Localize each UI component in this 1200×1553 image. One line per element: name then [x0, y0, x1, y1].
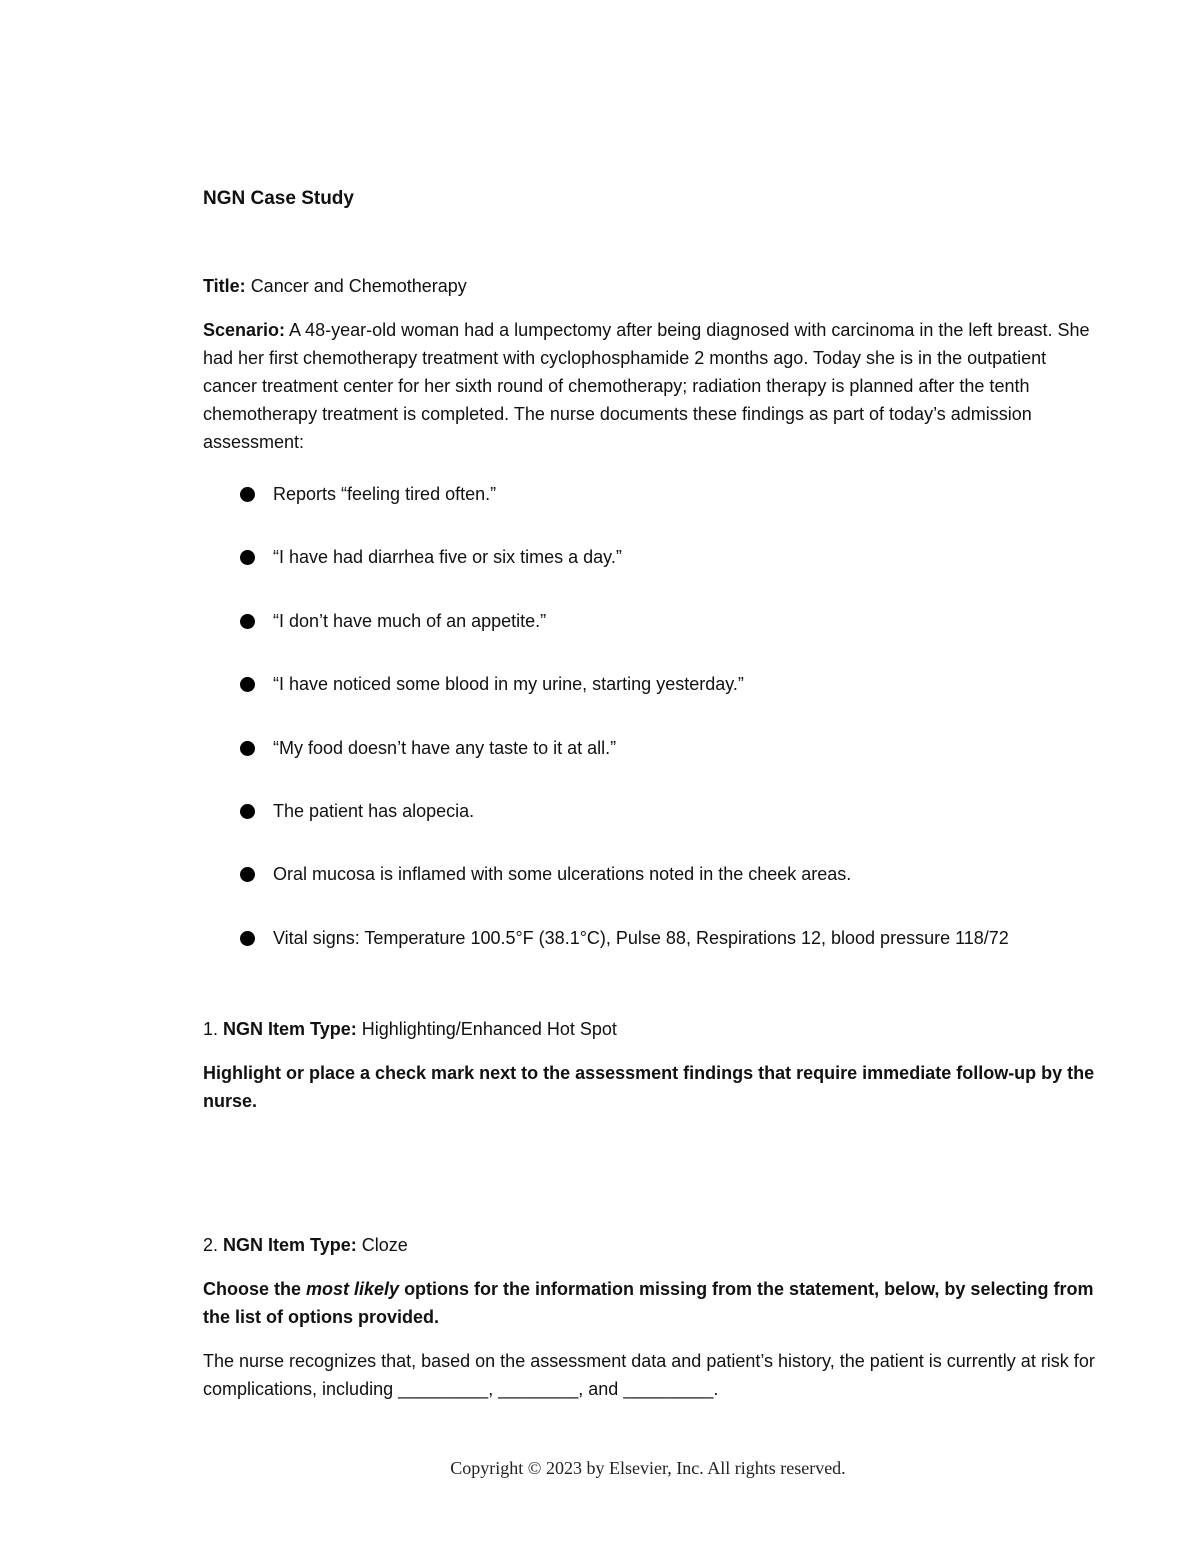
bullet-icon: [240, 614, 255, 629]
finding-item: [203, 797, 1103, 860]
question2-type-value: Cloze: [361, 1235, 408, 1256]
finding-text: Vital signs: Temperature 100.5°F (38.1°C), Pulse 88, Respirations 12, blood pressure 118/72: [273, 927, 1009, 948]
question2-instruction-before: Choose the: [203, 1279, 307, 1300]
question2-instruction: [203, 1275, 1103, 1331]
scenario-text: A 48-year-old woman had a lumpectomy after being diagnosed with carcinoma in the left breast. She had her first chemotherapy treatment with cyclophosphamide 2 months ago. Today she is in the outpatient cancer treatment center for her sixth round of chemotherapy; radiation therapy is planned after the tenth chemotherapy treatment is completed. The nurse documents these findings as part of today’s admission assessment:: [203, 320, 1090, 452]
question2-number: 2.: [203, 1235, 219, 1256]
bullet-icon: [240, 804, 255, 819]
title-value: Cancer and Chemotherapy: [250, 276, 467, 296]
finding-item: [203, 543, 1103, 606]
finding-item: [203, 670, 1103, 733]
finding-item: [203, 924, 1103, 987]
finding-item: [203, 734, 1103, 797]
finding-text: The patient has alopecia.: [273, 800, 475, 821]
document-heading: NGN Case Study: [203, 188, 354, 209]
question2-instruction-emphasis: most likely: [306, 1279, 400, 1300]
copyright-footer: Copyright © 2023 by Elsevier, Inc. All rights reserved.: [450, 1458, 846, 1478]
finding-text: “I don’t have much of an appetite.”: [273, 610, 547, 631]
finding-text: Oral mucosa is inflamed with some ulcerations noted in the cheek areas.: [273, 864, 852, 885]
question1-type-value: Highlighting/Enhanced Hot Spot: [361, 1019, 617, 1040]
bullet-icon: [240, 677, 255, 692]
finding-text: “I have had diarrhea five or six times a day.”: [273, 547, 622, 568]
bullet-icon: [240, 867, 255, 882]
bullet-icon: [240, 741, 255, 756]
question2-type-label: NGN Item Type:: [223, 1235, 357, 1256]
finding-text: “My food doesn’t have any taste to it at all.”: [273, 737, 617, 758]
question2-instruction-after: options for the information missing from the statement, below, by selecting from the list of options provided.: [203, 1279, 1094, 1328]
question1-type-label: NGN Item Type:: [223, 1019, 357, 1040]
bullet-icon: [240, 550, 255, 565]
title-label: Title:: [203, 276, 246, 296]
title-line: [203, 272, 1103, 300]
question2-statement: The nurse recognizes that, based on the assessment data and patient’s history, the patient is currently at risk for complications, including _________, ________, and _________.: [203, 1351, 1095, 1400]
question1-instruction: Highlight or place a check mark next to the assessment findings that require immediate follow-up by the nurse.: [203, 1063, 1095, 1112]
scenario-paragraph: [203, 316, 1103, 456]
bullet-icon: [240, 931, 255, 946]
scenario-label: Scenario:: [203, 320, 286, 340]
finding-item: [203, 480, 1103, 543]
question1-number: 1.: [203, 1019, 219, 1040]
bullet-icon: [240, 487, 255, 502]
finding-text: Reports “feeling tired often.”: [273, 484, 497, 504]
assessment-findings-list: [203, 480, 1103, 987]
question1-type-line: [203, 1015, 1103, 1043]
finding-item: [203, 860, 1103, 923]
finding-text: “I have noticed some blood in my urine, starting yesterday.”: [273, 674, 744, 695]
document-content: [203, 186, 1103, 1403]
finding-item: [203, 607, 1103, 670]
question2-type-line: [203, 1231, 1103, 1259]
